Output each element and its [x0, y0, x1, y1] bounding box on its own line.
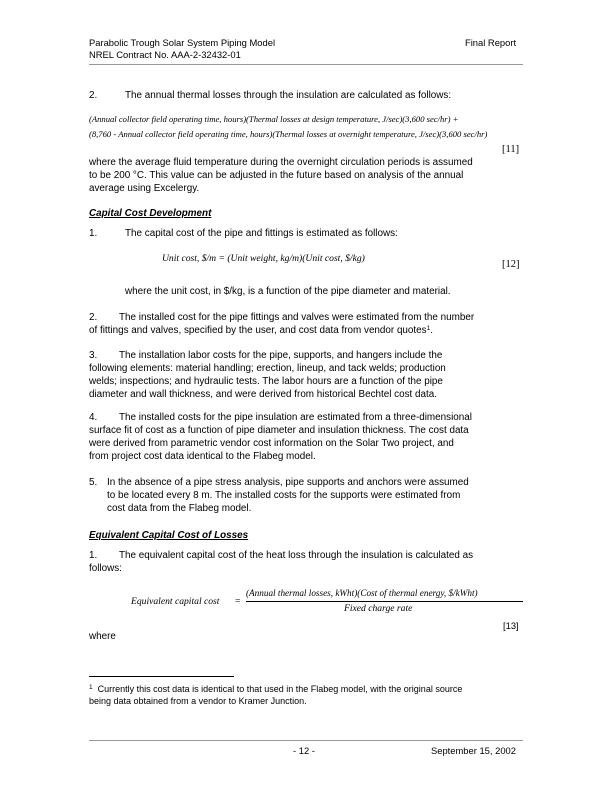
section-heading-capital-cost: Capital Cost Development	[89, 208, 212, 219]
capital-item-2-line-2	[89, 324, 433, 337]
capital-item-5-number: 5.	[89, 477, 98, 488]
equation-13-number: [13]	[503, 620, 519, 631]
header-contract: NREL Contract No. AAA-2-32432-01	[89, 49, 241, 60]
equation-11-number: [11]	[502, 144, 520, 155]
equivalent-item-1-line-1: 1. The equivalent capital cost of the heat loss through the insulation is calculated as	[89, 550, 474, 561]
equation-13-denominator: Fixed charge rate	[344, 603, 413, 614]
capital-item-3-line-1: 3. The installation labor costs for the pipe, supports, and hangers include the	[89, 350, 443, 361]
equivalent-item-1-line-2: follows:	[89, 563, 122, 574]
equation-13-lhs: Equivalent capital cost	[131, 596, 220, 607]
equation-13-equals: =	[235, 596, 241, 607]
capital-item-3-line-2: following elements: material handling; erection, lineup, and tack welds; production	[89, 363, 446, 374]
capital-item-5-line-2: to be located every 8 m. The installed costs for the supports were estimated from	[107, 490, 461, 501]
capital-item-5-line-3: cost data from the Flabeg model.	[107, 503, 252, 514]
capital-item-1-number: 1.	[89, 228, 98, 239]
capital-item-4-line-2: surface fit of cost as a function of pipe diameter and insulation thickness. The cost data	[89, 425, 469, 436]
header-title: Parabolic Trough Solar System Piping Model	[89, 37, 276, 48]
item-2-after-line-1: where the average fluid temperature during the overnight circulation periods is assumed	[89, 157, 473, 168]
equivalent-where: where	[89, 631, 116, 642]
capital-item-4-line-4: from project cost data identical to the Flabeg model.	[89, 451, 316, 462]
item-2-after-line-3: average using Excelergy.	[89, 183, 200, 194]
capital-item-2-line-1: 2. The installed cost for the pipe fittings and valves were estimated from the number	[89, 312, 475, 323]
equation-11-line-2: (8,760 - Annual collector field operating time, hours)(Thermal losses at overnight temperature, J/sec)(3,600 sec/hr)	[89, 129, 488, 139]
capital-item-4-line-1: 4. The installed costs for the pipe insulation are estimated from a three-dimensional	[89, 412, 472, 423]
footnote-1-mark: 1	[89, 684, 93, 691]
equation-11-line-1: (Annual collector field operating time, hours)(Thermal losses at design temperature, J/sec)(3,600 sec/hr) +	[89, 114, 459, 124]
capital-item-3-line-3: welds; inspections; and hydraulic tests. The labor hours are a function of the pipe	[89, 376, 443, 387]
capital-item-1-after: where the unit cost, in $/kg, is a function of the pipe diameter and material.	[125, 286, 451, 297]
footer-date: September 15, 2002	[431, 745, 516, 756]
footnote-reference-1: 1	[426, 325, 431, 332]
header-report-label: Final Report	[465, 37, 517, 48]
capital-item-2-period: .	[430, 325, 433, 336]
capital-item-4-line-3: were derived from parametric vendor cost information on the Solar Two project, and	[89, 438, 454, 449]
item-2-after-line-2: to be 200 °C. This value can be adjusted in the future based on analysis of the annual	[89, 170, 464, 181]
capital-item-5-line-1: In the absence of a pipe stress analysis, pipe supports and anchors were assumed	[107, 477, 469, 488]
equation-12: Unit cost, $/m = (Unit weight, kg/m)(Unit cost, $/kg)	[162, 253, 365, 264]
capital-item-3-line-4: diameter and wall thickness, and were derived from historical Bechtel cost data.	[89, 389, 437, 400]
item-2-number: 2.	[89, 90, 98, 101]
footnote-1-line-1: Currently this cost data is identical to that used in the Flabeg model, with the original source	[97, 684, 463, 694]
capital-item-2-line-2-text: of fittings and valves, specified by the user, and cost data from vendor quotes	[89, 325, 427, 336]
page-number: - 12 -	[293, 745, 315, 756]
footnote-separator	[89, 676, 234, 677]
header-rule	[89, 64, 523, 65]
equation-13-fraction-bar	[246, 601, 523, 602]
footer-rule	[89, 740, 523, 741]
item-2-text: The annual thermal losses through the insulation are calculated as follows:	[125, 90, 452, 101]
section-heading-equivalent-cost: Equivalent Capital Cost of Losses	[89, 530, 249, 541]
footnote-1-line-2: being data obtained from a vendor to Kramer Junction.	[89, 696, 307, 706]
footnote-1	[89, 683, 462, 695]
equation-13-numerator: (Annual thermal losses, kWht)(Cost of thermal energy, $/kWht)	[246, 588, 478, 598]
capital-item-1-text: The capital cost of the pipe and fittings is estimated as follows:	[125, 228, 398, 239]
equation-12-number: [12]	[502, 259, 520, 270]
